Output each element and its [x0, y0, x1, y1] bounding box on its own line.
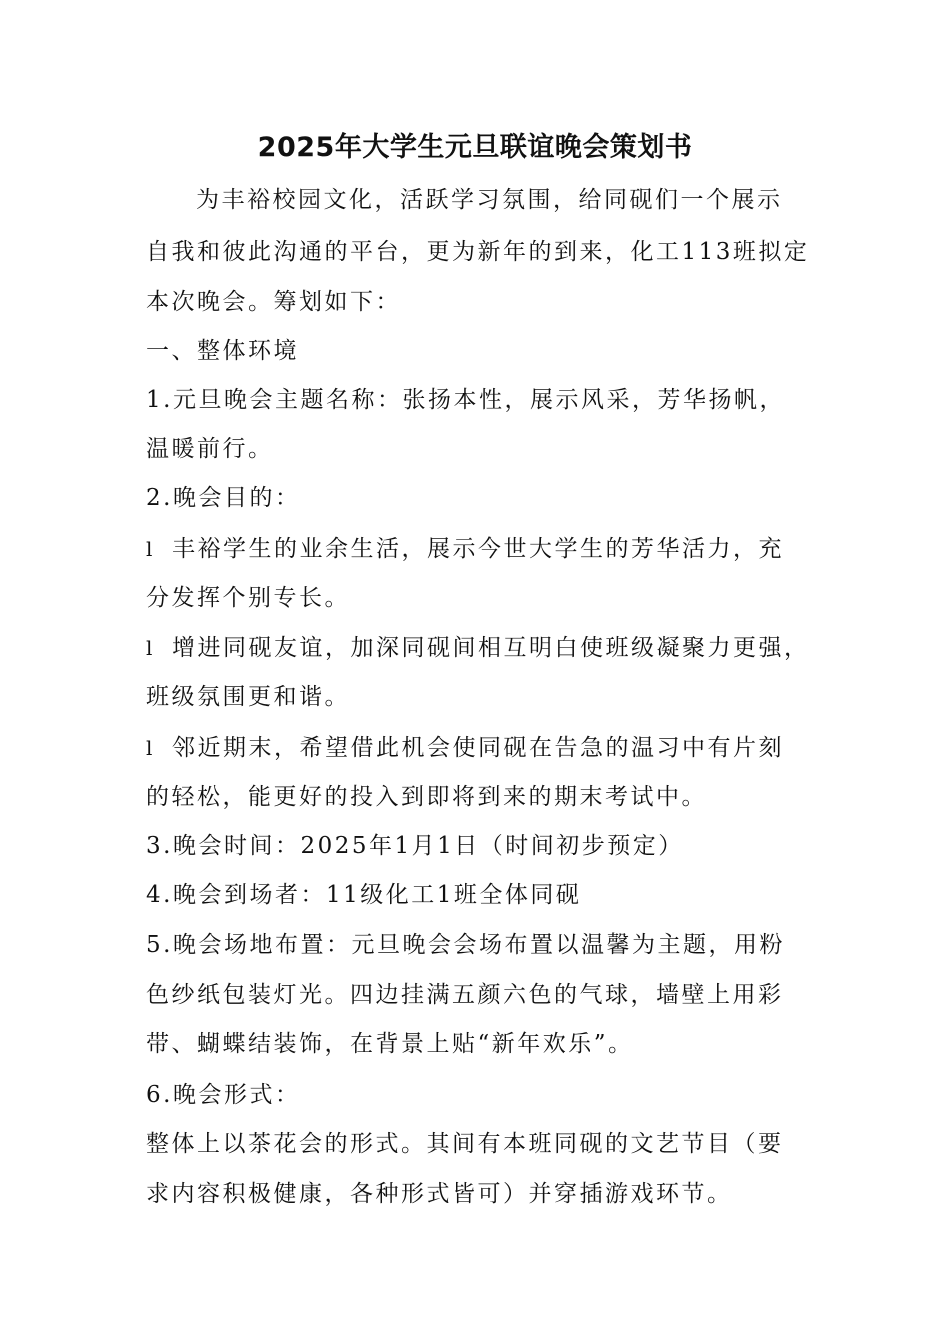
paragraph-line: 自我和彼此沟通的平台，更为新年的到来，化工113班拟定	[146, 239, 810, 265]
paragraph-line: 求内容积极健康，各种形式皆可）并穿插游戏环节。	[146, 1181, 733, 1207]
paragraph-line: 本次晚会。筹划如下：	[146, 289, 401, 315]
paragraph-line: 色纱纸包装灯光。四边挂满五颜六色的气球，墙壁上用彩	[146, 982, 784, 1008]
paragraph-line: 带、蝴蝶结装饰，在背景上贴“新年欢乐”。	[146, 1031, 634, 1057]
bullet-item	[146, 631, 826, 665]
bullet-text: 增进同砚友谊，加深同砚间相互明白使班级凝聚力更强，	[172, 635, 810, 661]
paragraph-line: 分发挥个别专长。	[146, 585, 350, 611]
paragraph-line: 为丰裕校园文化，活跃学习氛围，给同砚们一个展示	[196, 187, 783, 213]
paragraph-line: 整体上以茶花会的形式。其间有本班同砚的文艺节目（要	[146, 1131, 784, 1157]
bullet-item	[146, 532, 826, 566]
paragraph-line: 4.晚会到场者：11级化工1班全体同砚	[146, 882, 582, 908]
paragraph-line: 3.晚会时间：2025年1月1日（时间初步预定）	[146, 833, 684, 859]
bullet-marker: l	[146, 537, 155, 561]
paragraph-line: 1.元旦晚会主题名称：张扬本性，展示风采，芳华扬帆，	[146, 387, 785, 413]
paragraph-line: 2.晚会目的：	[146, 485, 301, 511]
bullet-marker: l	[146, 636, 155, 660]
paragraph-line: 5.晚会场地布置：元旦晚会会场布置以温馨为主题，用粉	[146, 932, 785, 958]
bullet-marker: l	[146, 736, 155, 760]
paragraph-line: 班级氛围更和谐。	[146, 684, 350, 710]
document-title: 2025年大学生元旦联谊晚会策划书	[257, 132, 693, 163]
paragraph-line: 温暖前行。	[146, 436, 274, 462]
paragraph-line: 6.晚会形式：	[146, 1082, 301, 1108]
bullet-text: 邻近期末，希望借此机会使同砚在告急的温习中有片刻	[172, 735, 784, 761]
bullet-item	[146, 731, 826, 765]
bullet-text: 丰裕学生的业余生活，展示今世大学生的芳华活力，充	[172, 536, 784, 562]
section-heading: 一、整体环境	[146, 338, 299, 364]
paragraph-line: 的轻松，能更好的投入到即将到来的期末考试中。	[146, 784, 707, 810]
